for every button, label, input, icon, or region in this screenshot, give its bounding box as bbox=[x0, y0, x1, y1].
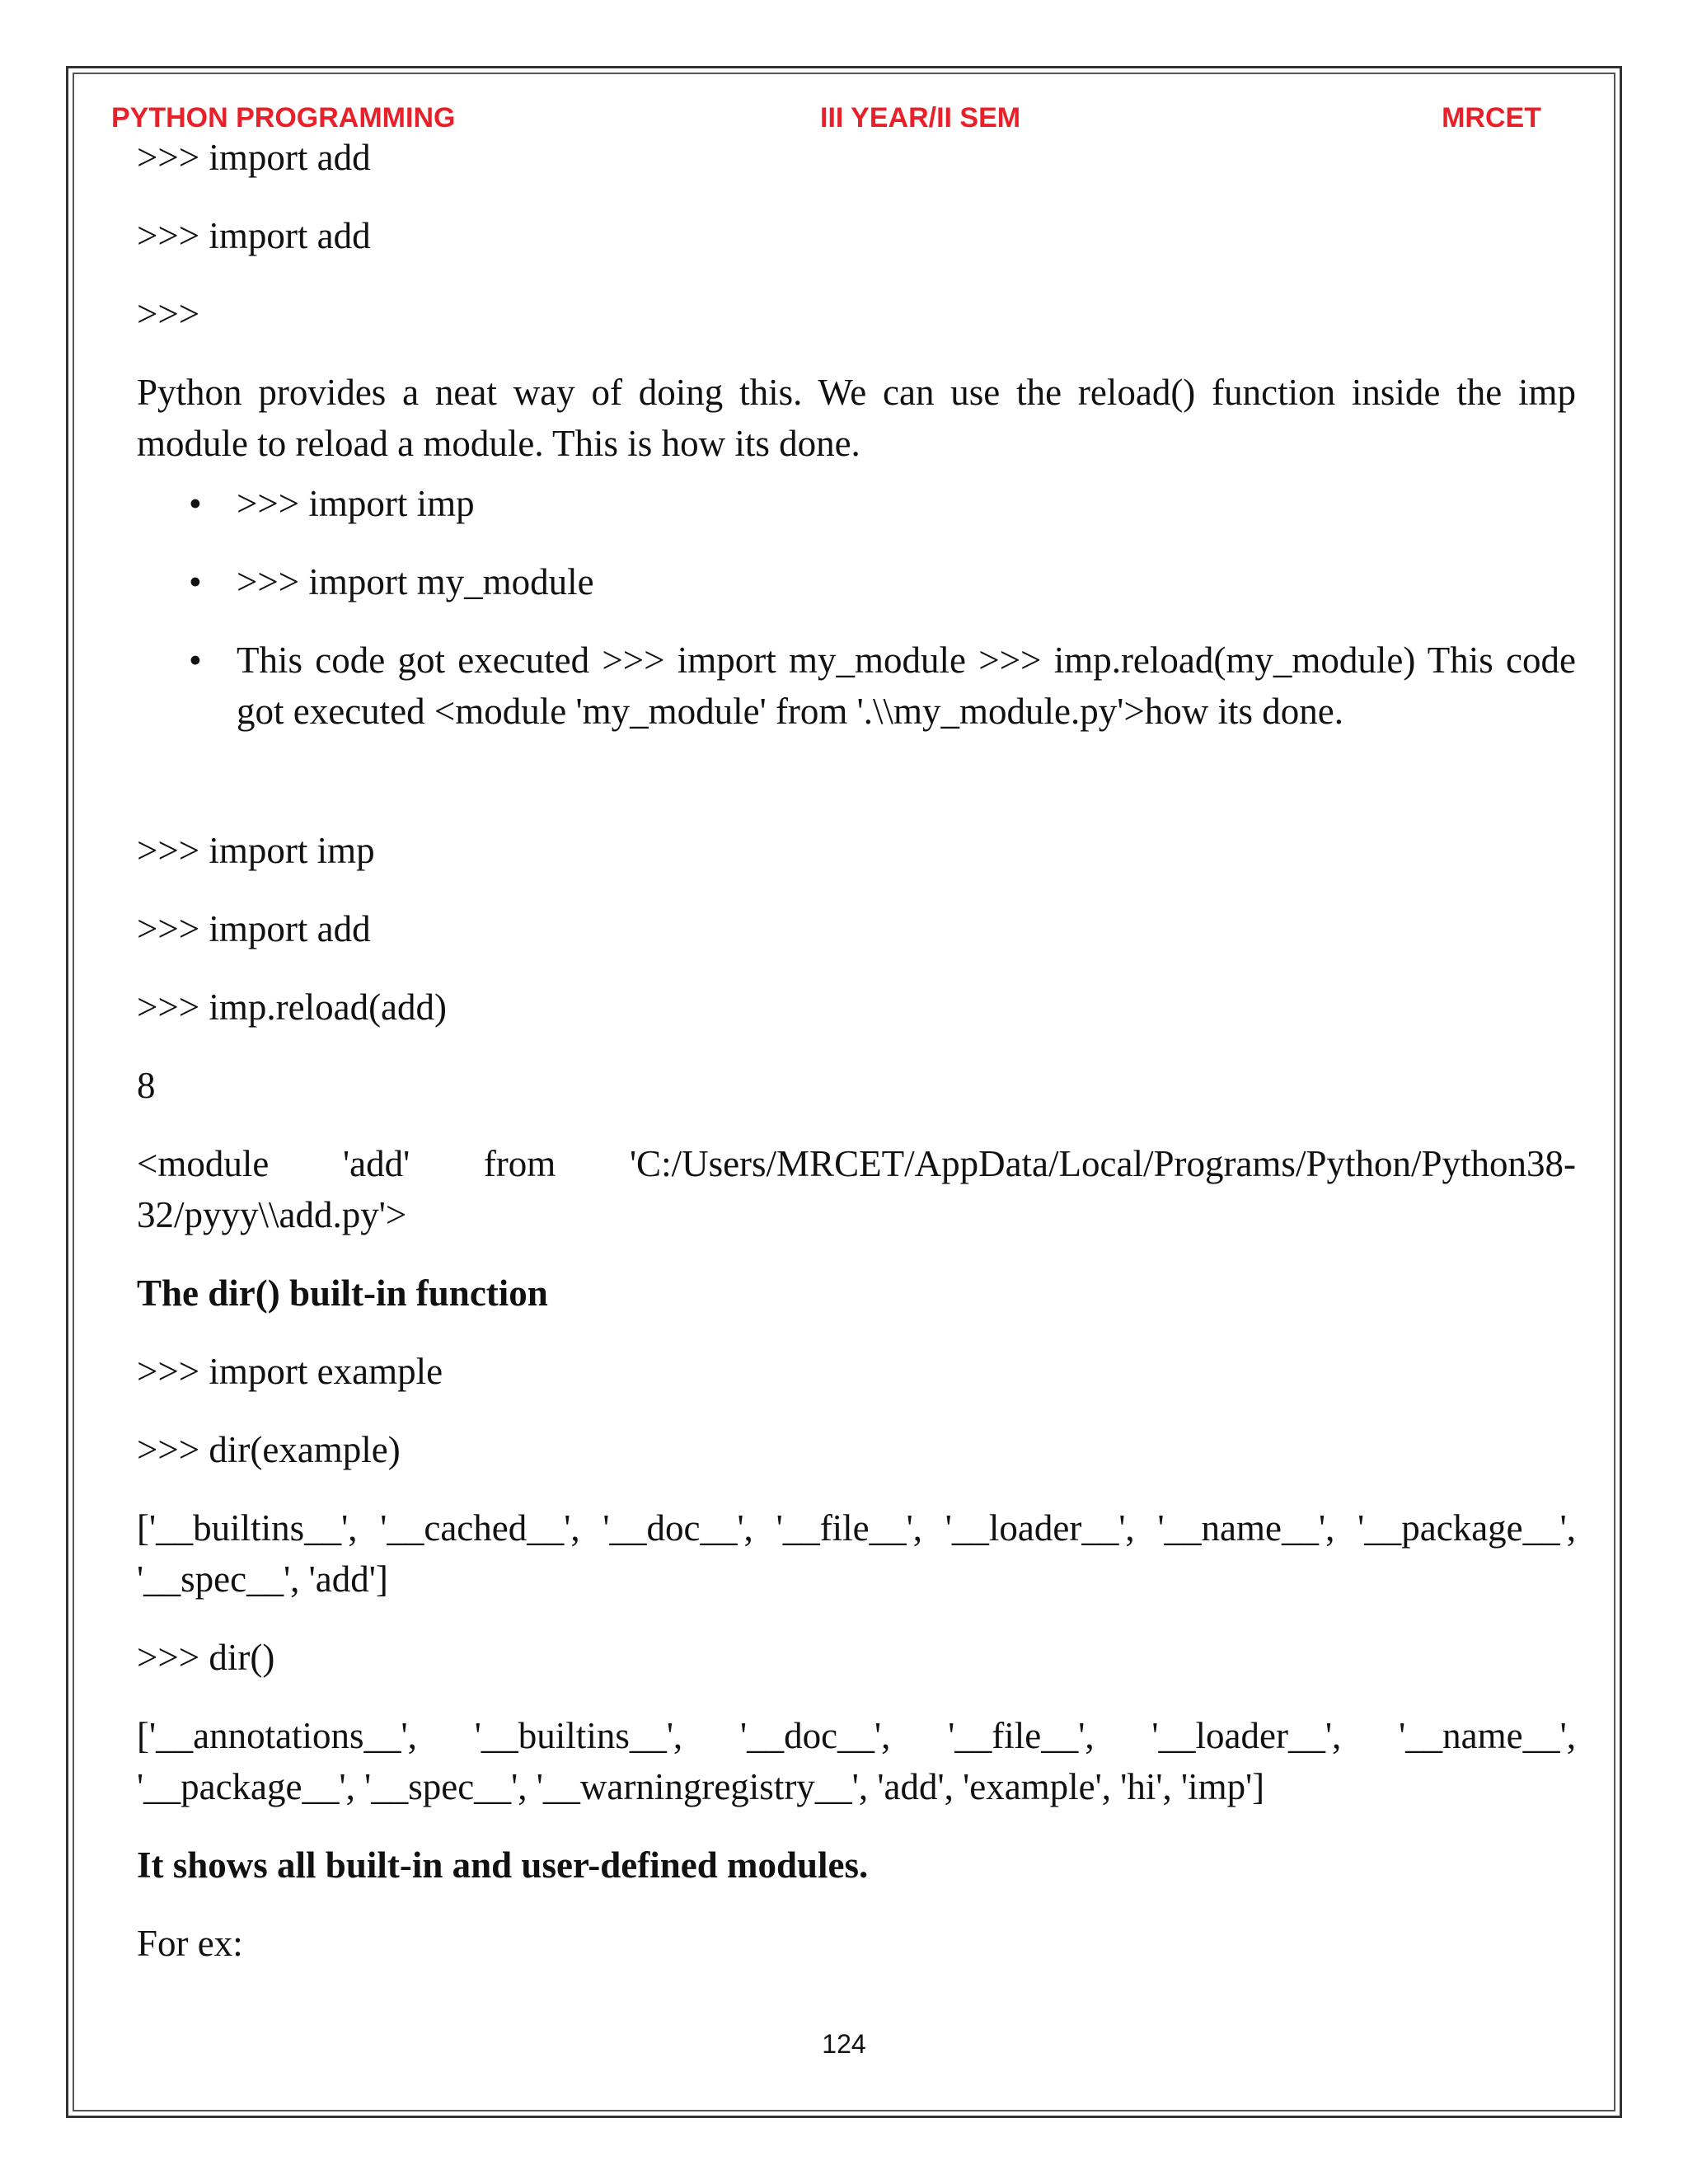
code-line: >>> dir(example) bbox=[137, 1429, 401, 1470]
code-line: >>> import add bbox=[137, 215, 371, 256]
code-line: >>> dir() bbox=[137, 1637, 275, 1678]
code-line: >>> bbox=[137, 293, 200, 335]
list-item-text: >>> import my_module bbox=[237, 561, 594, 602]
module-path-line: <module 'add' from 'C:/Users/MRCET/AppData/Local/Programs/Python/Python38- bbox=[137, 1143, 1576, 1184]
module-path-line: 32/pyyy\\add.py'> bbox=[137, 1194, 407, 1235]
reload-example-list bbox=[137, 478, 1576, 737]
bullet-icon: • bbox=[189, 561, 202, 602]
code-line: >>> import imp bbox=[137, 830, 375, 871]
code-line: >>> import add bbox=[137, 137, 371, 178]
header-year-semester: III YEAR/II SEM bbox=[820, 102, 1021, 134]
header-institution: MRCET bbox=[1442, 102, 1541, 134]
dir-output-line: '__package__', '__spec__', '__warningregistry__', 'add', 'example', 'hi', 'imp'] bbox=[137, 1766, 1265, 1807]
list-item bbox=[137, 635, 1576, 737]
output-line: 8 bbox=[137, 1065, 156, 1106]
page-number: 124 bbox=[822, 2029, 866, 2059]
code-line: >>> imp.reload(add) bbox=[137, 987, 448, 1028]
bold-statement: It shows all built-in and user-defined modules. bbox=[137, 1844, 869, 1886]
bullet-icon: • bbox=[189, 483, 202, 524]
dir-output-line: '__spec__', 'add'] bbox=[137, 1558, 388, 1600]
reload-explanation-paragraph: Python provides a neat way of doing this. We can use the reload() function inside the imp module to reload a module. This is how its done. bbox=[137, 372, 1576, 464]
example-intro: For ex: bbox=[137, 1923, 243, 1964]
header-course-title: PYTHON PROGRAMMING bbox=[111, 102, 456, 134]
section-heading: The dir() built-in function bbox=[137, 1272, 548, 1314]
list-item-text: This code got executed >>> import my_module >>> imp.reload(my_module) This code got executed <module 'my_module' from '.\\my_module.py'>how its done. bbox=[237, 640, 1576, 732]
dir-output-line: ['__annotations__', '__builtins__', '__doc__', '__file__', '__loader__', '__name__', bbox=[137, 1715, 1576, 1756]
code-line: >>> import add bbox=[137, 908, 371, 949]
dir-output-line: ['__builtins__', '__cached__', '__doc__', '__file__', '__loader__', '__name__', '__package__', bbox=[137, 1507, 1576, 1549]
code-line: >>> import example bbox=[137, 1351, 443, 1392]
list-item bbox=[137, 556, 1576, 607]
page-content bbox=[137, 132, 1576, 1969]
list-item bbox=[137, 478, 1576, 529]
bullet-icon: • bbox=[189, 640, 202, 681]
list-item-text: >>> import imp bbox=[237, 483, 475, 524]
